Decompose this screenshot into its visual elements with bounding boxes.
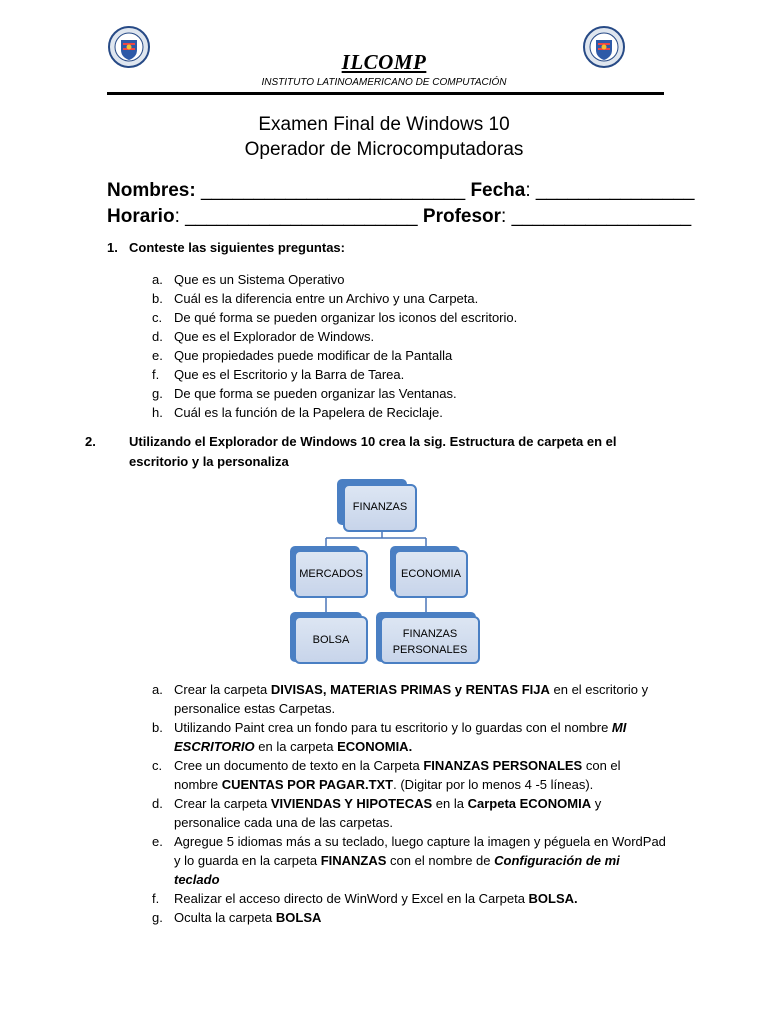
item-text: con el nombre	[174, 758, 621, 792]
item-letter: b.	[152, 720, 163, 735]
list-item	[152, 365, 667, 384]
item-letter: g.	[152, 910, 163, 925]
item-letter: b.	[152, 291, 163, 306]
list-item	[152, 270, 667, 289]
item-letter: e.	[152, 834, 163, 849]
node-label: MERCADOS	[299, 568, 363, 580]
item-text: y personalice cada una de las carpetas.	[174, 796, 602, 830]
item-text: De qué forma se pueden organizar los iconos del escritorio.	[174, 310, 518, 325]
item-text: . (Digitar por lo menos 4 -5 líneas).	[393, 777, 594, 792]
item-text: Utilizando Paint crea un fondo para tu escritorio y lo guardas con el nombre	[174, 720, 612, 735]
item-letter: f.	[152, 367, 160, 382]
folder-node-bolsa	[290, 612, 367, 663]
list-item	[152, 403, 667, 422]
item-text: en el escritorio y personalice estas Carpetas.	[174, 682, 649, 716]
item-bold-italic: MI ESCRITORIO	[174, 720, 627, 754]
item-letter: a.	[152, 682, 163, 697]
folder-node-economia	[390, 546, 467, 597]
item-letter: g.	[152, 386, 163, 401]
item-text: Oculta la carpeta	[174, 910, 276, 925]
item-text: con el nombre de	[386, 853, 495, 868]
node-label: FINANZAS	[402, 628, 458, 640]
item-bold: BOLSA	[275, 910, 322, 925]
profesor-blank: : _________________	[501, 206, 692, 227]
fields-row-2	[107, 206, 691, 228]
folder-node-mercados	[290, 546, 367, 597]
list-item	[152, 889, 667, 908]
item-text: Crear la carpeta	[174, 796, 271, 811]
list-item	[152, 832, 667, 889]
item-text: en la	[432, 796, 468, 811]
list-item	[152, 718, 667, 756]
list-item	[152, 327, 667, 346]
exam-title: Examen Final de Windows 10	[258, 114, 510, 135]
item-letter: d.	[152, 329, 163, 344]
list-item	[152, 756, 667, 794]
item-bold: VIVIENDAS Y HIPOTECAS	[270, 796, 433, 811]
question-number: 2.	[85, 434, 96, 449]
list-item	[152, 680, 667, 718]
horario-blank: : ______________________	[174, 206, 418, 227]
item-bold: CUENTAS POR PAGAR.TXT	[221, 777, 394, 792]
item-text: Cuál es la función de la Papelera de Reciclaje.	[174, 405, 443, 420]
item-text: Cuál es la diferencia entre un Archivo y una Carpeta.	[174, 291, 479, 306]
header-rule	[107, 92, 664, 95]
item-bold: FINANZAS	[320, 853, 387, 868]
question-2-list	[152, 680, 667, 927]
nombres-label: Nombres:	[107, 180, 196, 201]
item-text: Agregue 5 idiomas más a su teclado, luego capture la imagen y péguela en WordPad y lo guarda en la carpeta	[174, 834, 666, 868]
item-bold: BOLSA.	[528, 891, 578, 906]
node-label: ECONOMIA	[401, 568, 461, 580]
profesor-label: Profesor	[422, 206, 502, 227]
fields-row-1	[107, 180, 694, 202]
item-letter: c.	[152, 758, 163, 773]
list-item	[152, 908, 667, 927]
item-text: Que es un Sistema Operativo	[174, 272, 345, 287]
item-text: De que forma se pueden organizar las Ventanas.	[174, 386, 457, 401]
item-letter: f.	[152, 891, 160, 906]
question-1-heading	[107, 238, 647, 258]
item-bold: ECONOMIA.	[337, 739, 413, 754]
list-item	[152, 794, 667, 832]
node-label: PERSONALES	[392, 644, 468, 656]
item-text: Realizar el acceso directo de WinWord y Excel en la Carpeta	[174, 891, 529, 906]
item-letter: c.	[152, 310, 163, 325]
node-label: BOLSA	[312, 634, 350, 646]
item-letter: e.	[152, 348, 163, 363]
item-text: en la carpeta	[254, 739, 338, 754]
item-text: Crear la carpeta	[174, 682, 271, 697]
question-2-heading	[85, 432, 669, 472]
item-text: Que propiedades puede modificar de la Pantalla	[174, 348, 453, 363]
item-bold: Carpeta ECONOMIA	[467, 796, 592, 811]
item-letter: a.	[152, 272, 163, 287]
item-letter: h.	[152, 405, 163, 420]
question-text: Conteste las siguientes preguntas:	[129, 240, 345, 255]
item-bold-italic: Configuración de mi teclado	[174, 853, 620, 887]
item-bold: DIVISAS, MATERIAS PRIMAS y RENTAS FIJA	[270, 682, 550, 697]
question-number: 1.	[107, 240, 118, 255]
brand-title: ILCOMP	[341, 50, 427, 74]
list-item	[152, 384, 667, 403]
fecha-blank: : _______________	[525, 180, 695, 201]
question-text: Utilizando el Explorador de Windows 10 crea la sig. Estructura de carpeta en el escritorio y la personaliza	[129, 434, 617, 469]
item-letter: d.	[152, 796, 163, 811]
item-text: Cree un documento de texto en la Carpeta	[174, 758, 424, 773]
fecha-label: Fecha	[470, 180, 526, 201]
horario-label: Horario	[107, 206, 175, 227]
folder-structure-diagram	[280, 474, 490, 670]
brand-subtitle: INSTITUTO LATINOAMERICANO DE COMPUTACIÓN	[261, 77, 507, 88]
list-item	[152, 346, 667, 365]
question-1-list	[152, 270, 667, 422]
exam-subtitle: Operador de Microcomputadoras	[244, 139, 524, 160]
list-item	[152, 308, 667, 327]
node-label: FINANZAS	[352, 501, 408, 513]
item-text: Que es el Explorador de Windows.	[174, 329, 375, 344]
list-item	[152, 289, 667, 308]
item-bold: FINANZAS PERSONALES	[423, 758, 583, 773]
folder-node-finanzas	[337, 479, 416, 531]
folder-node-finanzas-personales	[376, 612, 479, 663]
nombres-blank: _________________________	[200, 180, 466, 201]
item-text: Que es el Escritorio y la Barra de Tarea.	[174, 367, 405, 382]
